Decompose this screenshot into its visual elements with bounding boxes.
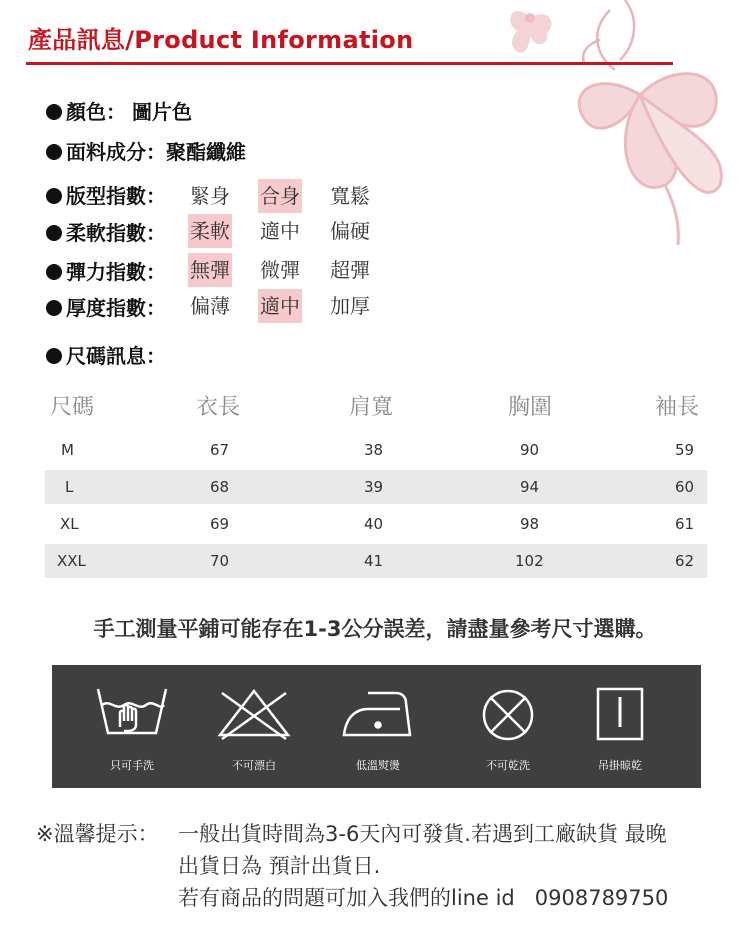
no-dry-clean-icon	[468, 683, 548, 747]
bullet-icon	[46, 300, 62, 316]
table-cell: 38	[364, 441, 384, 459]
table-cell: 41	[364, 552, 384, 570]
table-cell: 61	[675, 515, 695, 533]
thickness-label-row	[46, 292, 166, 321]
remark-line: 一般出貨時間為3-6天內可發貨.若遇到工廠缺貨 最晚	[178, 822, 667, 846]
table-cell: M	[61, 441, 74, 459]
softness-label-row	[46, 217, 166, 246]
color-value: 圖片色	[132, 100, 192, 124]
thickness-label: 厚度指數：	[66, 296, 166, 320]
elastic-option: 微彈	[260, 258, 300, 282]
softness-option: 偏硬	[330, 219, 370, 243]
table-cell: XL	[60, 515, 79, 533]
table-cell: 60	[675, 478, 695, 496]
remark-text	[178, 818, 668, 914]
fabric-attribute	[46, 136, 246, 165]
thickness-option: 加厚	[330, 294, 370, 318]
care-item	[560, 665, 680, 788]
elastic-label-row	[46, 256, 166, 285]
title-divider	[26, 62, 673, 65]
fit-label: 版型指數：	[66, 184, 166, 208]
page-title: 產品訊息/Product Information	[28, 26, 414, 54]
color-label: 顏色：	[66, 100, 126, 124]
care-item	[448, 665, 568, 788]
bullet-icon	[46, 144, 62, 160]
care-label: 吊掛晾乾	[598, 759, 642, 772]
flower-decoration	[490, 0, 750, 250]
table-cell: 98	[520, 515, 540, 533]
fabric-label: 面料成分：	[66, 140, 166, 164]
care-label: 不可乾洗	[486, 759, 530, 772]
care-label: 只可手洗	[110, 759, 154, 772]
bullet-icon	[46, 104, 62, 120]
thickness-option: 適中	[258, 289, 302, 323]
fabric-value: 聚酯纖維	[166, 140, 246, 164]
length-column-header: 衣長	[196, 395, 241, 420]
fit-option: 寬鬆	[330, 184, 370, 208]
table-cell: 90	[520, 441, 540, 459]
remark-prefix: ※溫馨提示：	[36, 822, 159, 846]
elastic-option: 無彈	[188, 253, 232, 287]
table-cell: XXL	[57, 552, 86, 570]
table-cell: L	[65, 478, 74, 496]
remark-line: 出貨日為 預計出貨日.	[178, 854, 381, 878]
color-attribute	[46, 96, 192, 125]
care-instructions-panel	[52, 665, 701, 788]
fit-option: 合身	[258, 179, 302, 213]
table-cell: 102	[515, 552, 544, 570]
table-cell: 62	[675, 552, 695, 570]
bullet-icon	[46, 348, 62, 364]
softness-option: 適中	[260, 219, 300, 243]
size-label: 尺碼訊息：	[66, 344, 166, 368]
table-cell: 59	[675, 441, 695, 459]
table-row	[45, 470, 707, 504]
elastic-option: 超彈	[330, 258, 370, 282]
care-label: 不可漂白	[232, 759, 276, 772]
bullet-icon	[46, 264, 62, 280]
care-item	[318, 665, 438, 788]
table-row	[45, 544, 707, 578]
size-info-heading	[46, 340, 166, 369]
table-cell: 69	[210, 515, 230, 533]
care-item	[194, 665, 314, 788]
table-row	[45, 507, 707, 541]
care-label: 低溫熨燙	[356, 759, 400, 772]
table-cell: 39	[364, 478, 384, 496]
bullet-icon	[46, 188, 62, 204]
fit-label-row	[46, 180, 166, 209]
hang-dry-icon	[580, 683, 660, 747]
elastic-label: 彈力指數：	[66, 260, 166, 284]
hand-wash-icon	[92, 683, 172, 747]
table-cell: 68	[210, 478, 230, 496]
chest-column-header: 胸圍	[508, 395, 553, 420]
softness-option: 柔軟	[188, 214, 232, 248]
bullet-icon	[46, 225, 62, 241]
table-cell: 94	[520, 478, 540, 496]
fit-option: 緊身	[190, 184, 230, 208]
care-item	[72, 665, 192, 788]
sleeve-column-header: 袖長	[655, 395, 700, 420]
shoulder-column-header: 肩寬	[349, 395, 394, 420]
table-cell: 67	[210, 441, 230, 459]
thickness-option: 偏薄	[190, 294, 230, 318]
table-cell: 40	[364, 515, 384, 533]
measurement-note: 手工測量平鋪可能存在1-3公分誤差，請盡量參考尺寸選購。	[93, 617, 657, 641]
remark-line: 若有商品的問題可加入我們的line id 0908789750	[178, 886, 669, 910]
size-column-header: 尺碼	[50, 395, 95, 420]
no-bleach-icon	[214, 683, 294, 747]
table-cell: 70	[210, 552, 230, 570]
table-row	[45, 433, 707, 467]
softness-label: 柔軟指數：	[66, 221, 166, 245]
low-iron-icon	[338, 683, 418, 747]
